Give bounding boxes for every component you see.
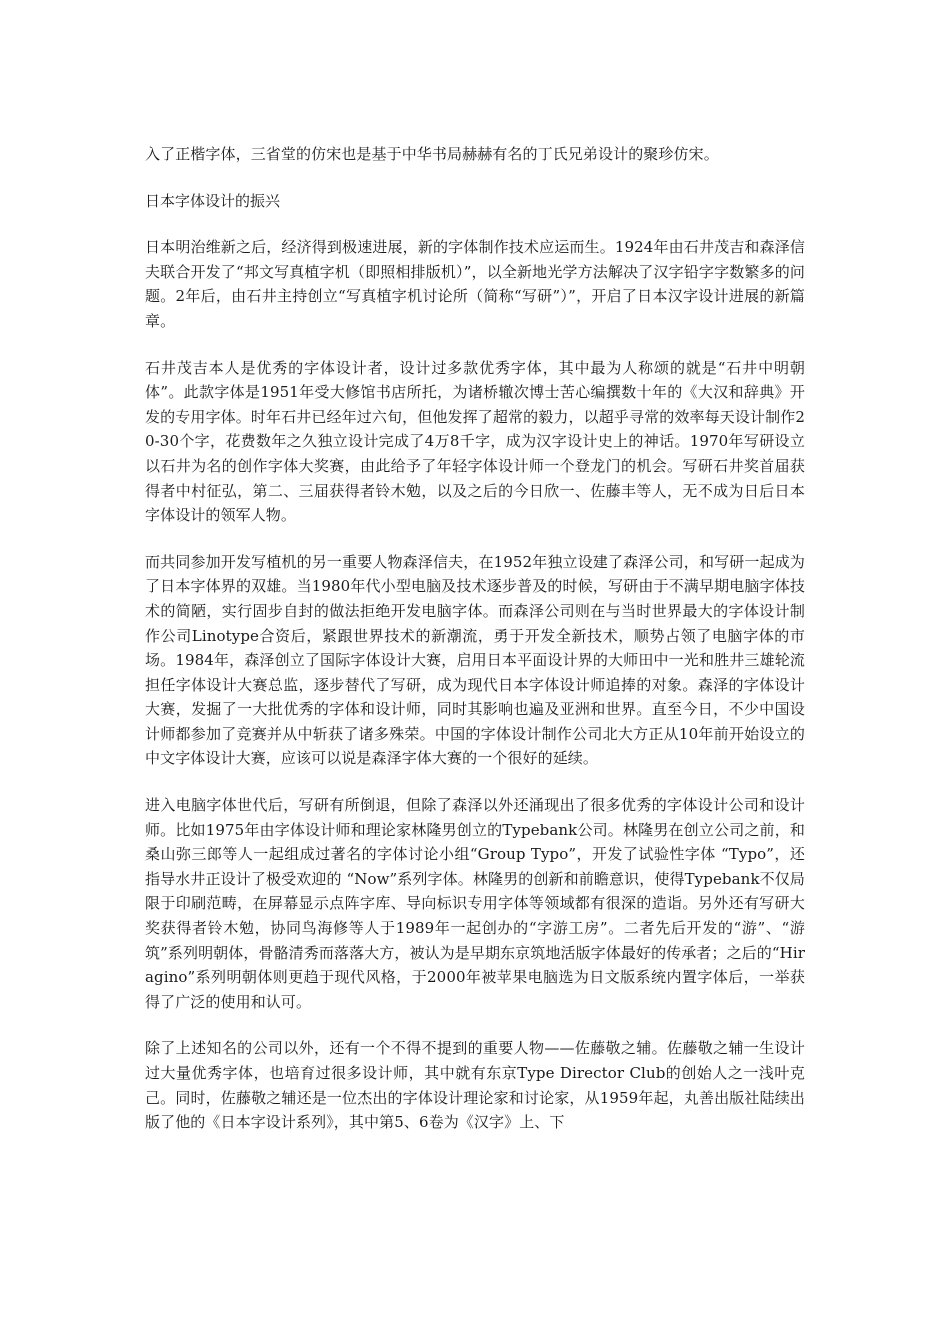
paragraph-continuation: 入了正楷字体，三省堂的仿宋也是基于中华书局赫赫有名的丁氏兄弟设计的聚珍仿宋。 <box>145 145 719 163</box>
document-page <box>145 142 805 1135</box>
paragraph-meiji: 日本明治维新之后，经济得到极速进展，新的字体制作技术应运而生。1924年由石井茂吉和森泽信夫联合开发了“邦文写真植字机（即照相排版机）”，以全新地光学方法解决了汉字铅字字数繁多的问题。2年后，由石井主持创立“写真植字机讨论所（简称“写研”）”，开启了日本汉字设计进展的新篇章。 <box>145 238 805 330</box>
paragraph-morisawa: 而共同参加开发写植机的另一重要人物森泽信夫，在1952年独立设建了森泽公司，和写研一起成为了日本字体界的双雄。当1980年代小型电脑及技术逐步普及的时候，写研由于不满早期电脑字体技术的简陋，实行固步自封的做法拒绝开发电脑字体。而森泽公司则在与当时世界最大的字体设计制作公司Linotype合资后，紧跟世界技术的新潮流，勇于开发全新技术，顺势占领了电脑字体的市场。1984年，森泽创立了国际字体设计大赛，启用日本平面设计界的大师田中一光和胜井三雄轮流担任字体设计大赛总监，逐步替代了写研，成为现代日本字体设计师追捧的对象。森泽的字体设计大赛，发掘了一大批优秀的字体和设计师，同时其影响也遍及亚洲和世界。直至今日，不少中国设计师都参加了竞赛并从中斩获了诸多殊荣。中国的字体设计制作公司北大方正从10年前开始设立的中文字体设计大赛，应该可以说是森泽字体大赛的一个很好的延续。 <box>145 552 805 768</box>
section-heading: 日本字体设计的振兴 <box>145 191 281 210</box>
paragraph-sato: 除了上述知名的公司以外，还有一个不得不提到的重要人物——佐藤敬之辅。佐藤敬之辅一生设计过大量优秀字体，也培育过很多设计师，其中就有东京Type Director Club的创始人之一浅叶克己。同时，佐藤敬之辅还是一位杰出的字体设计理论家和讨论家，从1959年起，丸善出版社陆续出版了他的《日本字设计系列》，其中第5、6卷为《汉字》上、下 <box>145 1039 805 1132</box>
paragraph-ishii: 石井茂吉本人是优秀的字体设计者，设计过多款优秀字体，其中最为人称颂的就是“石井中明朝体”。此款字体是1951年受大修馆书店所托，为诸桥辙次博士苦心编撰数十年的《大汉和辞典》开发的专用字体。时年石井已经年过六旬，但他发挥了超常的毅力，以超乎寻常的效率每天设计制作20-30个字，花费数年之久独立设计完成了4万8千字，成为汉字设计史上的神话。1970年写研设立以石井为名的创作字体大奖赛，由此给予了年轻字体设计师一个登龙门的机会。写研石井奖首届获得者中村征弘，第二、三届获得者铃木勉，以及之后的今日欣一、佐藤丰等人，无不成为日后日本字体设计的领军人物。 <box>145 358 805 525</box>
paragraph-digital-era: 进入电脑字体世代后，写研有所倒退，但除了森泽以外还涌现出了很多优秀的字体设计公司和设计师。比如1975年由字体设计师和理论家林隆男创立的Typebank公司。林隆男在创立公司之前，和桑山弥三郎等人一起组成过著名的字体讨论小组“Group Typo”，开发了试验性字体 “Typo”，还指导水井正设计了极受欢迎的 “Now”系列字体。林隆男的创新和前瞻意识，使得Typebank不仅局限于印刷范畴，在屏幕显示点阵字库、导向标识专用字体等领域都有很深的造诣。另外还有写研大奖获得者铃木勉，协同鸟海修等人于1989年一起创办的“字游工房”。二者先后开发的“游”、“游筑”系列明朝体，骨骼清秀而落落大方，被认为是早期东京筑地活版字体最好的传承者；之后的“Hiragino”系列明朝体则更趋于现代风格，于2000年被苹果电脑选为日文版系统内置字体后，一举获得了广泛的使用和认可。 <box>145 796 805 1011</box>
